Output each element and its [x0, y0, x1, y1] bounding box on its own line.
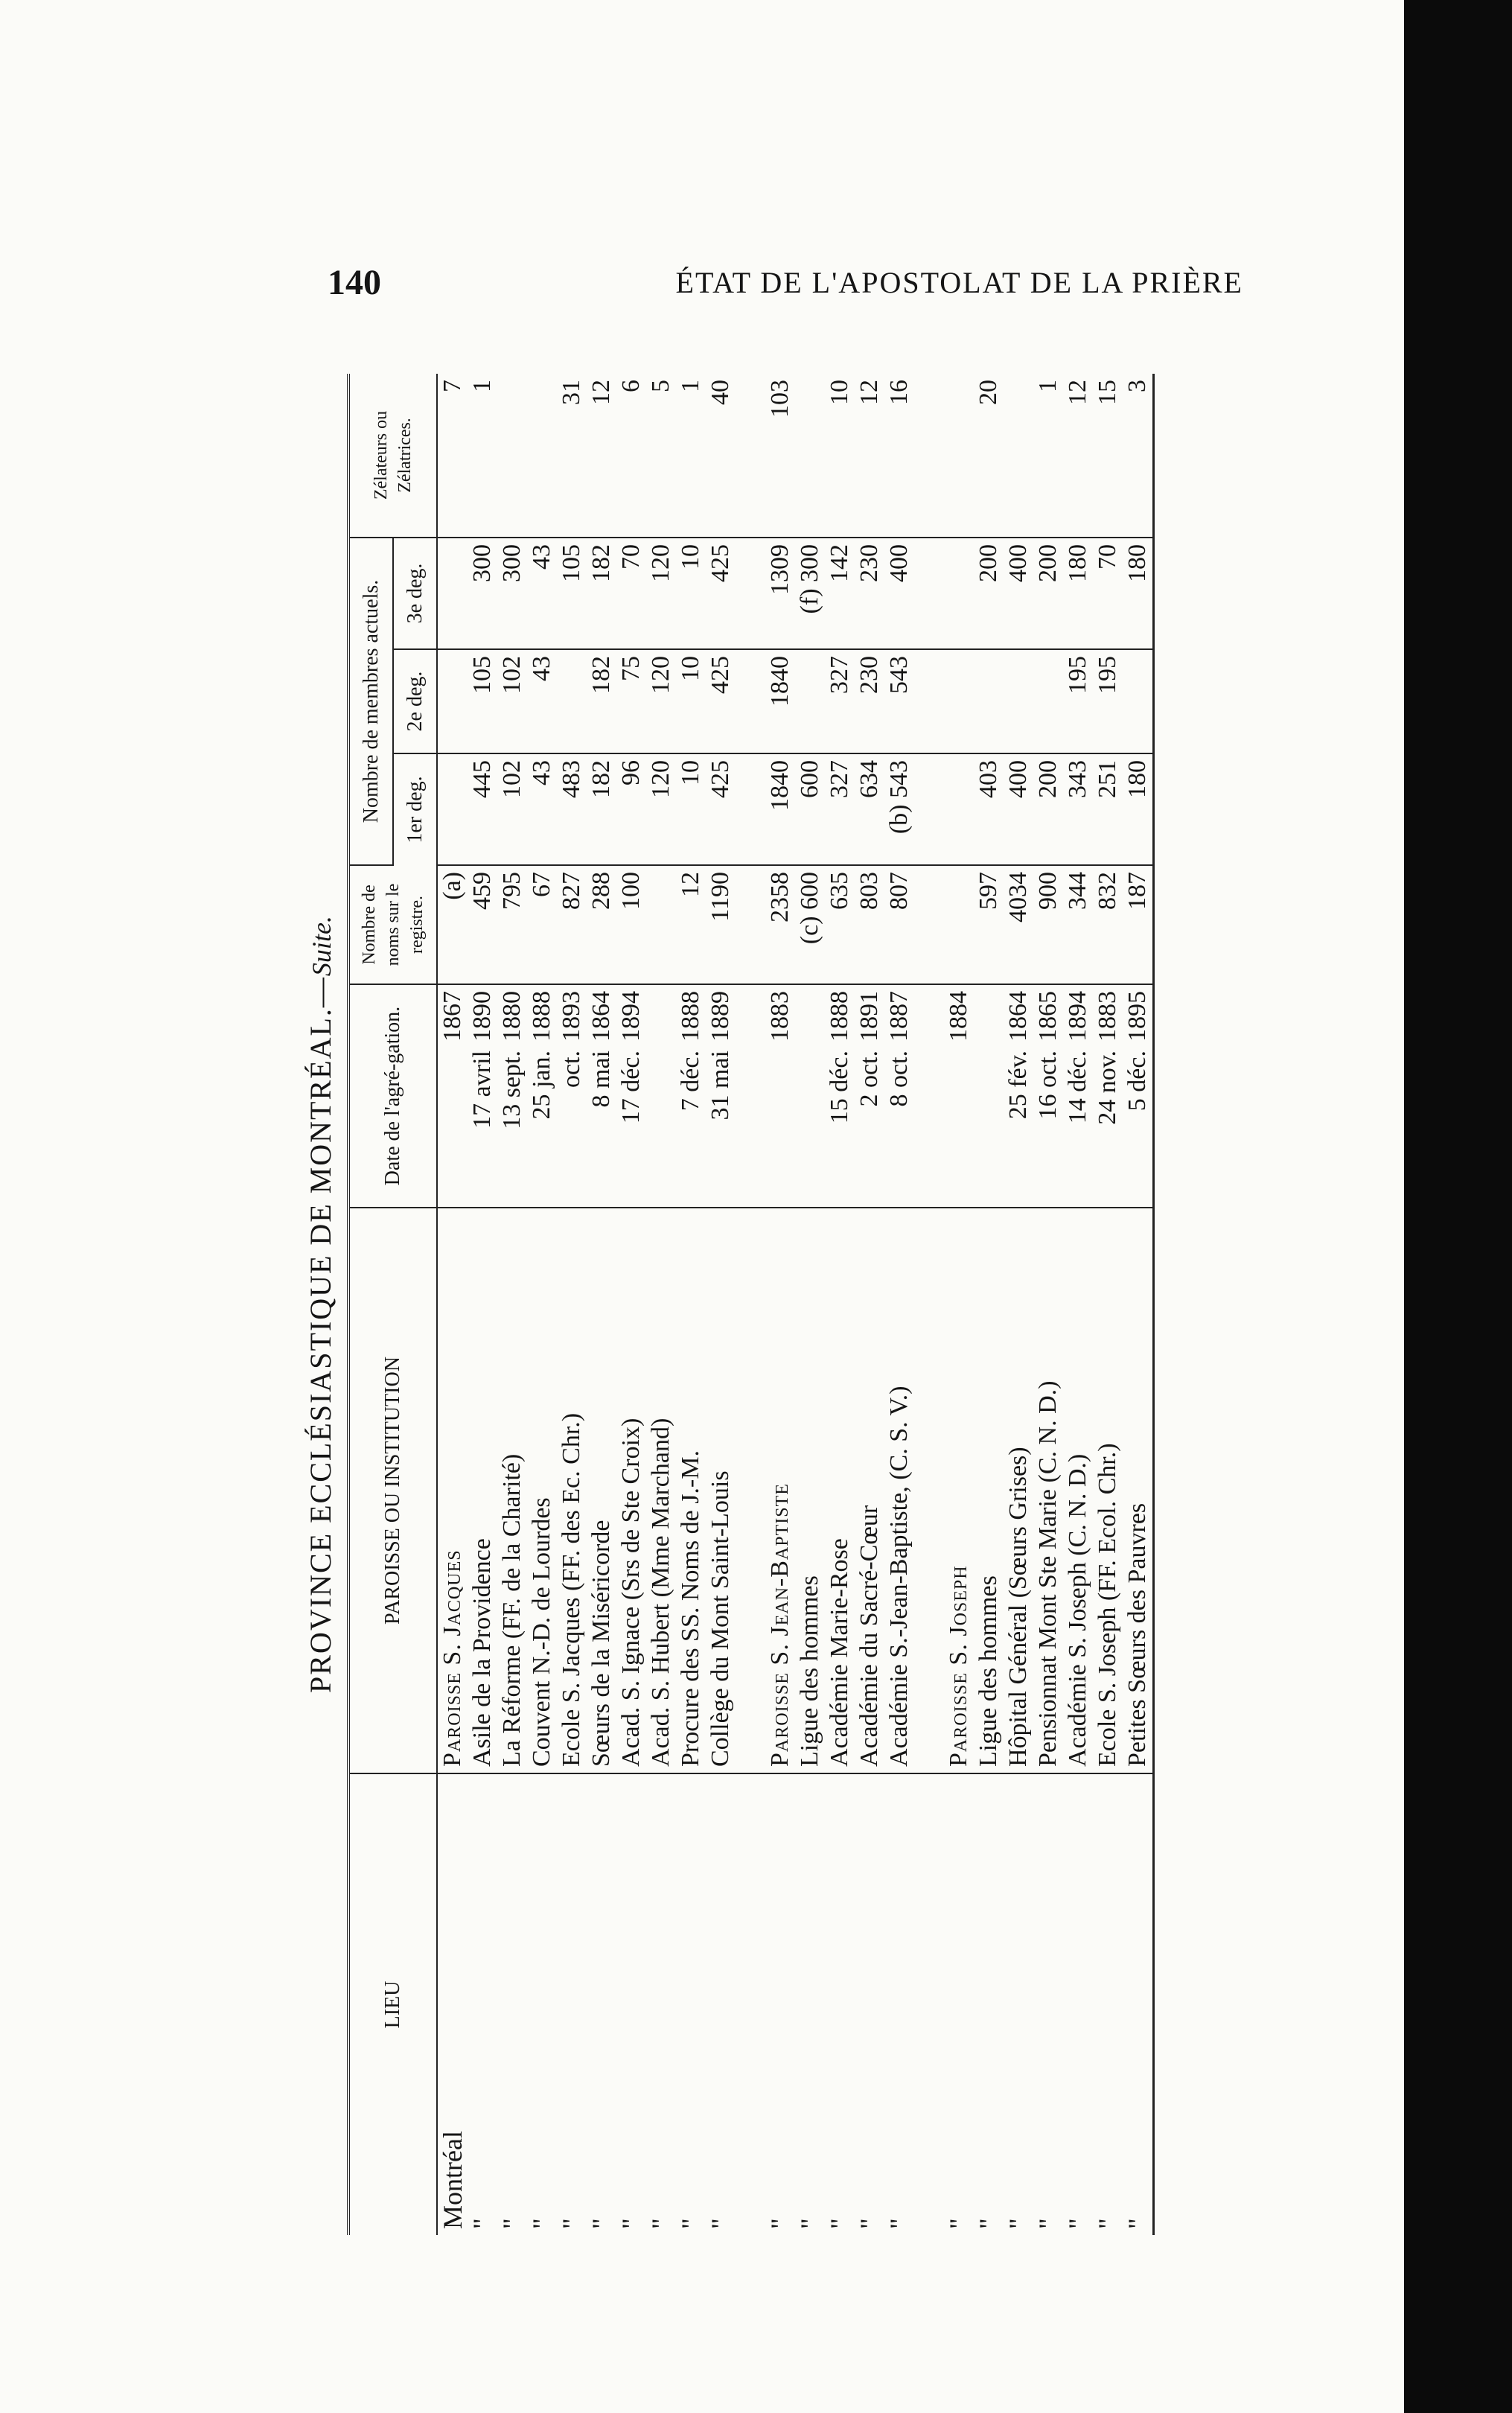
- year-text: 1865: [1034, 991, 1062, 1042]
- cell-deg2: [557, 649, 587, 753]
- cell-deg3: 200: [974, 538, 1004, 649]
- cell-lieu: ": [1063, 2218, 1093, 2229]
- cell-deg3: 180: [1123, 538, 1154, 649]
- cell-deg1: [437, 753, 468, 865]
- cell-deg3: 70: [616, 538, 646, 649]
- cell-deg2: 1840: [765, 649, 795, 753]
- cell-deg2: [795, 649, 825, 753]
- cell-zelateurs: 15: [1093, 374, 1123, 538]
- cell-deg1: 180: [1123, 753, 1154, 865]
- cell-date: [1123, 984, 1154, 1208]
- cell-zelateurs: 3: [1123, 374, 1154, 538]
- cell-date: [527, 984, 557, 1208]
- cell-zelateurs: [944, 374, 974, 538]
- date-text: 2 oct.: [855, 1051, 883, 1107]
- year-text: 1888: [528, 991, 555, 1042]
- cell-nombre-noms: 67: [527, 865, 557, 984]
- cell-lieu: ": [855, 2218, 884, 2229]
- cell-date: [825, 984, 855, 1208]
- cell-nombre-noms: [646, 865, 676, 984]
- cell-lieu: ": [587, 2218, 616, 2229]
- table-row: [587, 374, 616, 2235]
- cell-date: [616, 984, 646, 1208]
- table-row: [1063, 374, 1093, 2235]
- cell-deg1: [944, 753, 974, 865]
- cell-institution: Acad. S. Hubert (Mme Marchand): [646, 1208, 676, 1773]
- date-text: 31 mai: [706, 1051, 734, 1121]
- cell-deg1: 102: [497, 753, 527, 865]
- cell-zelateurs: 16: [884, 374, 914, 538]
- year-text: 1894: [1064, 991, 1091, 1042]
- cell-deg2: [437, 649, 468, 753]
- table-title-suffix: Suite.: [307, 916, 336, 977]
- year-text: 1894: [617, 991, 645, 1042]
- cell-deg1: (b) 543: [884, 753, 914, 865]
- cell-deg1: 200: [1033, 753, 1063, 865]
- cell-nombre-noms: 807: [884, 865, 914, 984]
- col-zelateurs: Zélateurs ou Zélatrices.: [348, 374, 437, 538]
- cell-lieu: ": [1093, 2218, 1123, 2229]
- cell-deg1: 403: [974, 753, 1004, 865]
- col-membres: Nombre de membres actuels.: [348, 538, 393, 865]
- cell-deg3: 180: [1063, 538, 1093, 649]
- col-date: Date de l'agré-gation.: [348, 984, 437, 1208]
- spacer-cell: [736, 538, 765, 649]
- cell-deg3: 400: [884, 538, 914, 649]
- cell-deg3: 300: [468, 538, 497, 649]
- cell-lieu: ": [1004, 2218, 1033, 2229]
- cell-nombre-noms: 344: [1063, 865, 1093, 984]
- table-row: [1004, 374, 1033, 2235]
- membership-table: [347, 374, 1155, 2235]
- cell-nombre-noms: 12: [676, 865, 706, 984]
- year-text: 1864: [587, 991, 615, 1042]
- table-row: [616, 374, 646, 2235]
- cell-zelateurs: [527, 374, 557, 538]
- cell-zelateurs: [795, 374, 825, 538]
- date-text: oct.: [558, 1051, 585, 1088]
- col-deg3: 3e deg.: [393, 538, 437, 649]
- cell-deg3: [437, 538, 468, 649]
- cell-date: [884, 984, 914, 1208]
- cell-deg2: 102: [497, 649, 527, 753]
- cell-lieu: ": [527, 2218, 557, 2229]
- cell-deg3: 142: [825, 538, 855, 649]
- cell-deg2: 195: [1093, 649, 1123, 753]
- spacer-cell: [914, 753, 944, 865]
- table-row: [884, 374, 914, 2235]
- table-row: [706, 374, 736, 2235]
- date-text: 5 déc.: [1123, 1051, 1151, 1112]
- cell-zelateurs: 103: [765, 374, 795, 538]
- cell-nombre-noms: 459: [468, 865, 497, 984]
- cell-nombre-noms: 803: [855, 865, 884, 984]
- cell-date: [706, 984, 736, 1208]
- spacer-cell: [914, 374, 944, 538]
- table-spacer-row: [914, 374, 944, 2235]
- cell-zelateurs: 31: [557, 374, 587, 538]
- cell-zelateurs: 1: [468, 374, 497, 538]
- table-row: [1123, 374, 1154, 2235]
- cell-lieu: ": [944, 2218, 974, 2229]
- table-row: [437, 374, 468, 2235]
- table-row: [557, 374, 587, 2235]
- year-text: 1888: [677, 991, 704, 1042]
- col-paroisse: PAROISSE OU INSTITUTION: [348, 1208, 437, 1773]
- cell-date: [765, 984, 795, 1208]
- cell-lieu: ": [497, 2218, 527, 2229]
- cell-deg1: 96: [616, 753, 646, 865]
- date-text: 16 oct.: [1034, 1051, 1062, 1120]
- cell-deg1: 343: [1063, 753, 1093, 865]
- date-text: 7 déc.: [677, 1051, 704, 1112]
- cell-deg3: 105: [557, 538, 587, 649]
- spacer-cell: [914, 1208, 944, 1773]
- spacer-cell: [914, 865, 944, 984]
- table-title: PROVINCE ECCLÉSIASTIQUE DE MONTRÉAL.—Suite.: [304, 916, 337, 1693]
- cell-lieu: ": [1033, 2218, 1063, 2229]
- year-text: 1893: [558, 991, 585, 1042]
- year-text: 1884: [945, 991, 972, 1042]
- year-text: 1895: [1123, 991, 1151, 1042]
- cell-institution: Académie S.-Jean-Baptiste, (C. S. V.): [884, 1208, 914, 1773]
- cell-date: [587, 984, 616, 1208]
- cell-date: [1093, 984, 1123, 1208]
- table-row: [855, 374, 884, 2235]
- cell-deg3: 200: [1033, 538, 1063, 649]
- cell-zelateurs: 12: [1063, 374, 1093, 538]
- cell-institution: Collège du Mont Saint-Louis: [706, 1208, 736, 1773]
- table-row: [676, 374, 706, 2235]
- cell-lieu: ": [795, 2218, 825, 2229]
- cell-date: [497, 984, 527, 1208]
- cell-deg3: 300: [497, 538, 527, 649]
- year-text: 1880: [498, 991, 526, 1042]
- cell-institution: Ecole S. Jacques (FF. des Ec. Chr.): [557, 1208, 587, 1773]
- cell-institution: Paroisse S. Jacques: [437, 1208, 468, 1773]
- cell-institution: Procure des SS. Noms de J.-M.: [676, 1208, 706, 1773]
- cell-institution: Hôpital Général (Sœurs Grises): [1004, 1208, 1033, 1773]
- cell-nombre-noms: 827: [557, 865, 587, 984]
- cell-deg1: 1840: [765, 753, 795, 865]
- cell-deg1: 483: [557, 753, 587, 865]
- cell-lieu: Montréal: [438, 2131, 468, 2229]
- cell-institution: La Réforme (FF. de la Charité): [497, 1208, 527, 1773]
- cell-deg2: 75: [616, 649, 646, 753]
- year-text: 1883: [766, 991, 794, 1042]
- cell-deg2: [1123, 649, 1154, 753]
- cell-deg3: 70: [1093, 538, 1123, 649]
- cell-institution: Pensionnat Mont Ste Marie (C. N. D.): [1033, 1208, 1063, 1773]
- cell-deg3: 425: [706, 538, 736, 649]
- table-row: [497, 374, 527, 2235]
- date-text: 15 déc.: [826, 1051, 853, 1124]
- year-text: 1867: [438, 991, 466, 1042]
- cell-nombre-noms: (c) 600: [795, 865, 825, 984]
- cell-zelateurs: 10: [825, 374, 855, 538]
- year-text: 1889: [706, 991, 734, 1042]
- cell-zelateurs: 1: [1033, 374, 1063, 538]
- date-text: 17 avril: [468, 1051, 496, 1129]
- table-row: [944, 374, 974, 2235]
- cell-zelateurs: 12: [855, 374, 884, 538]
- cell-deg3: 43: [527, 538, 557, 649]
- cell-institution: Académie S. Joseph (C. N. D.): [1063, 1208, 1093, 1773]
- date-text: 14 déc.: [1064, 1051, 1091, 1124]
- cell-deg1: 634: [855, 753, 884, 865]
- cell-deg1: 600: [795, 753, 825, 865]
- spacer-cell: [914, 538, 944, 649]
- cell-deg1: 445: [468, 753, 497, 865]
- cell-lieu: ": [884, 2218, 914, 2229]
- table-row: [765, 374, 795, 2235]
- cell-zelateurs: 40: [706, 374, 736, 538]
- cell-institution: Asile de la Providence: [468, 1208, 497, 1773]
- cell-zelateurs: 5: [646, 374, 676, 538]
- cell-deg1: 425: [706, 753, 736, 865]
- page-number: 140: [328, 263, 381, 302]
- spacer-cell: [914, 1773, 944, 2235]
- spacer-cell: [736, 374, 765, 538]
- cell-deg2: 230: [855, 649, 884, 753]
- cell-date: [468, 984, 497, 1208]
- book-spine-shadow: [1404, 0, 1512, 2413]
- cell-institution: Paroisse S. Jean-Baptiste: [765, 1208, 795, 1773]
- cell-deg1: 327: [825, 753, 855, 865]
- cell-institution: Paroisse S. Joseph: [944, 1208, 974, 1773]
- cell-lieu: ": [646, 2218, 676, 2229]
- cell-date: [437, 984, 468, 1208]
- cell-institution: Acad. S. Ignace (Srs de Ste Croix): [616, 1208, 646, 1773]
- cell-deg2: 10: [676, 649, 706, 753]
- spacer-cell: [736, 984, 765, 1208]
- cell-date: [646, 984, 676, 1208]
- cell-lieu: ": [765, 2218, 795, 2229]
- cell-deg2: 182: [587, 649, 616, 753]
- date-text: 17 déc.: [617, 1051, 645, 1124]
- table-row: [468, 374, 497, 2235]
- cell-deg2: 195: [1063, 649, 1093, 753]
- cell-lieu: ": [706, 2218, 736, 2229]
- table-row: [1033, 374, 1063, 2235]
- year-text: 1890: [468, 991, 496, 1042]
- cell-institution: Académie du Sacré-Cœur: [855, 1208, 884, 1773]
- cell-nombre-noms: 900: [1033, 865, 1063, 984]
- table-row: [1093, 374, 1123, 2235]
- cell-lieu: ": [616, 2218, 646, 2229]
- cell-zelateurs: 1: [676, 374, 706, 538]
- cell-deg1: 251: [1093, 753, 1123, 865]
- cell-institution: Ligue des hommes: [795, 1208, 825, 1773]
- running-title: ÉTAT DE L'APOSTOLAT DE LA PRIÈRE: [675, 266, 1243, 299]
- table-row: [795, 374, 825, 2235]
- cell-deg3: 182: [587, 538, 616, 649]
- cell-nombre-noms: 100: [616, 865, 646, 984]
- cell-deg3: 230: [855, 538, 884, 649]
- page-header: [328, 257, 1243, 309]
- spacer-cell: [914, 649, 944, 753]
- spacer-cell: [736, 865, 765, 984]
- date-text: 25 fév.: [1004, 1051, 1032, 1120]
- cell-nombre-noms: 795: [497, 865, 527, 984]
- table-row: [527, 374, 557, 2235]
- cell-deg2: 105: [468, 649, 497, 753]
- year-text: 1883: [1094, 991, 1121, 1042]
- cell-lieu: ": [825, 2218, 855, 2229]
- cell-date: [676, 984, 706, 1208]
- col-deg1: 1er deg.: [393, 753, 437, 865]
- year-text: 1891: [855, 991, 883, 1042]
- cell-deg2: [974, 649, 1004, 753]
- table-spacer-row: [736, 374, 765, 2235]
- cell-nombre-noms: 2358: [765, 865, 795, 984]
- cell-deg3: 10: [676, 538, 706, 649]
- cell-institution: Sœurs de la Miséricorde: [587, 1208, 616, 1773]
- spacer-cell: [736, 1773, 765, 2235]
- cell-deg3: [944, 538, 974, 649]
- cell-deg2: 43: [527, 649, 557, 753]
- date-text: 8 oct.: [885, 1051, 913, 1107]
- rotated-table: [295, 374, 1152, 2235]
- cell-lieu: ": [676, 2218, 706, 2229]
- table-body: [437, 374, 1154, 2235]
- cell-date: [557, 984, 587, 1208]
- cell-lieu: ": [974, 2218, 1004, 2229]
- cell-nombre-noms: 288: [587, 865, 616, 984]
- cell-nombre-noms: 635: [825, 865, 855, 984]
- cell-deg3: 400: [1004, 538, 1033, 649]
- year-text: 1888: [826, 991, 853, 1042]
- cell-date: [1063, 984, 1093, 1208]
- cell-nombre-noms: 597: [974, 865, 1004, 984]
- cell-zelateurs: [497, 374, 527, 538]
- cell-zelateurs: [1004, 374, 1033, 538]
- cell-deg3: 120: [646, 538, 676, 649]
- cell-deg2: [1033, 649, 1063, 753]
- cell-nombre-noms: 4034: [1004, 865, 1033, 984]
- cell-nombre-noms: (a): [437, 865, 468, 984]
- cell-institution: Couvent N.-D. de Lourdes: [527, 1208, 557, 1773]
- spacer-cell: [736, 1208, 765, 1773]
- cell-date: [944, 984, 974, 1208]
- col-deg2: 2e deg.: [393, 649, 437, 753]
- table-row: [974, 374, 1004, 2235]
- cell-deg3: 1309: [765, 538, 795, 649]
- cell-nombre-noms: 187: [1123, 865, 1154, 984]
- cell-deg2: 543: [884, 649, 914, 753]
- cell-deg1: 400: [1004, 753, 1033, 865]
- cell-nombre-noms: [944, 865, 974, 984]
- cell-date: [974, 984, 1004, 1208]
- cell-zelateurs: 20: [974, 374, 1004, 538]
- year-text: 1864: [1004, 991, 1032, 1042]
- cell-zelateurs: 7: [437, 374, 468, 538]
- cell-institution: Ecole S. Joseph (FF. Ecol. Chr.): [1093, 1208, 1123, 1773]
- cell-zelateurs: 12: [587, 374, 616, 538]
- col-lieu: LIEU: [348, 1773, 437, 2235]
- cell-date: [1004, 984, 1033, 1208]
- date-text: 24 nov.: [1094, 1051, 1121, 1125]
- cell-institution: Académie Marie-Rose: [825, 1208, 855, 1773]
- date-text: 8 mai: [587, 1051, 615, 1108]
- cell-date: [855, 984, 884, 1208]
- cell-deg1: 10: [676, 753, 706, 865]
- cell-deg2: [1004, 649, 1033, 753]
- cell-nombre-noms: 1190: [706, 865, 736, 984]
- date-text: 13 sept.: [498, 1051, 526, 1129]
- cell-institution: Petites Sœurs des Pauvres: [1123, 1208, 1154, 1773]
- cell-deg2: 327: [825, 649, 855, 753]
- cell-date: [1033, 984, 1063, 1208]
- cell-deg3: (f) 300: [795, 538, 825, 649]
- cell-deg1: 120: [646, 753, 676, 865]
- table-row: [825, 374, 855, 2235]
- cell-deg2: 425: [706, 649, 736, 753]
- table-row: [646, 374, 676, 2235]
- cell-deg1: 43: [527, 753, 557, 865]
- cell-deg2: [944, 649, 974, 753]
- date-text: 25 jan.: [528, 1051, 555, 1120]
- cell-deg1: 182: [587, 753, 616, 865]
- cell-lieu: ": [1123, 2218, 1152, 2229]
- cell-date: [795, 984, 825, 1208]
- year-text: 1887: [885, 991, 913, 1042]
- col-nombre-noms: Nombre de noms sur le registre.: [348, 865, 437, 984]
- spacer-cell: [914, 984, 944, 1208]
- spacer-cell: [736, 649, 765, 753]
- cell-zelateurs: 6: [616, 374, 646, 538]
- cell-lieu: ": [557, 2218, 587, 2229]
- cell-lieu: ": [468, 2218, 497, 2229]
- spacer-cell: [736, 753, 765, 865]
- cell-nombre-noms: 832: [1093, 865, 1123, 984]
- cell-deg2: 120: [646, 649, 676, 753]
- cell-institution: Ligue des hommes: [974, 1208, 1004, 1773]
